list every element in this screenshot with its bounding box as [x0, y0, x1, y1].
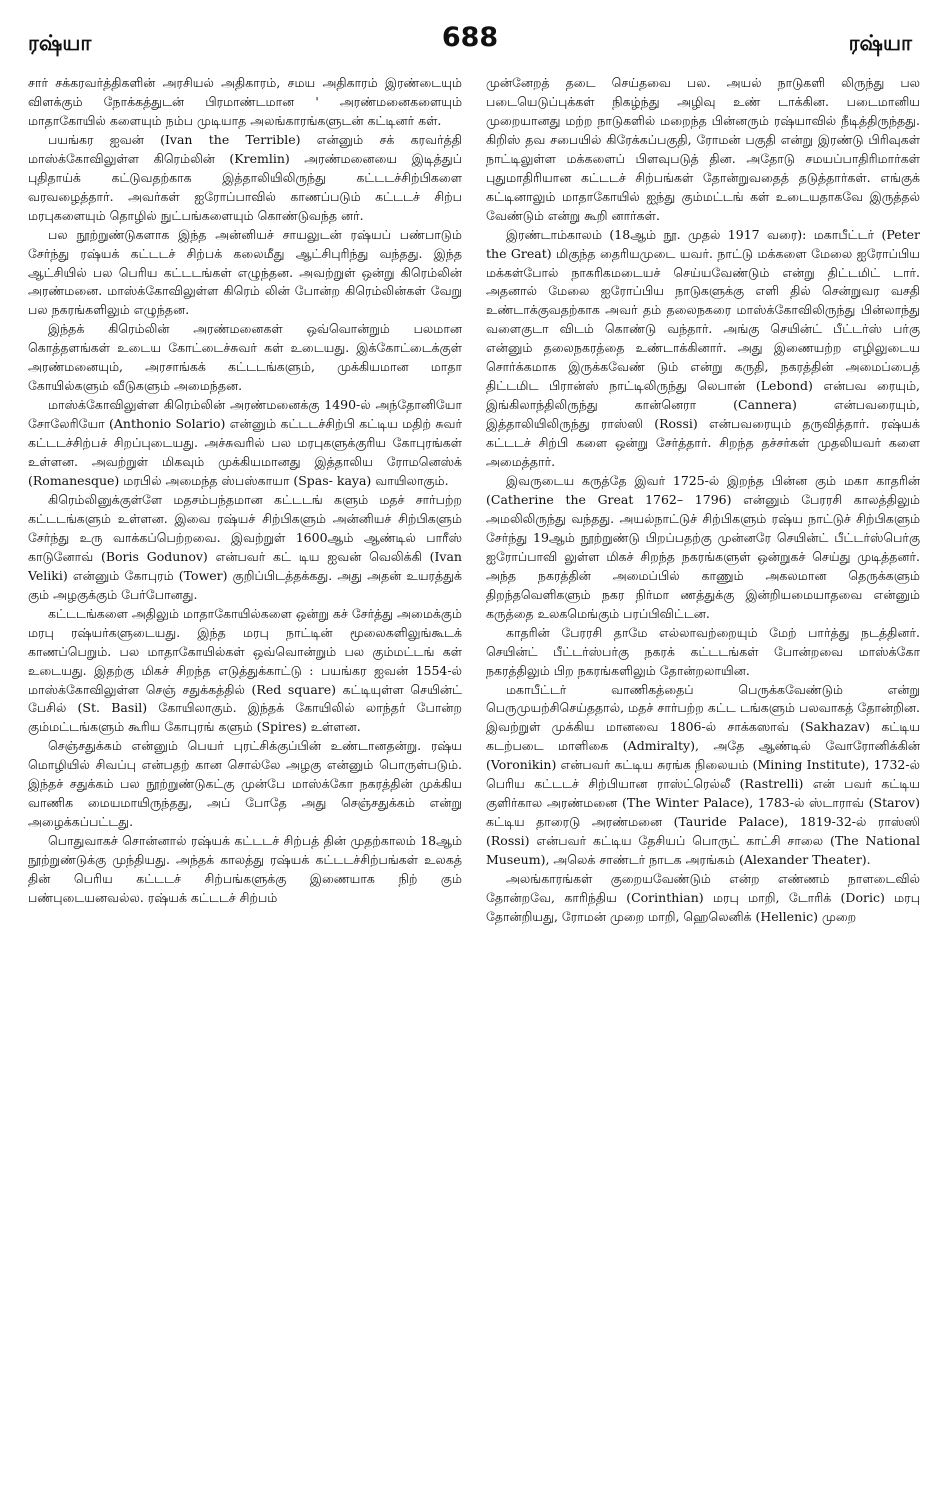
- paragraph: இவருடைய கருத்தே இவர் 1725-ல் இறந்த பின்ன கும் மகா காதரின் (Catherine the Great 1762– 1796) என்னும் பேரரசி காலத்திலும் அமலிலிருந்து வந்தது. அயல்நாட்டுச் சிற்பிகளும் ரஷ்ய நாட்டுச் சிற்பிகளும் சேர்ந்து 19ஆம் நூற்றுண்டு பிறப்பதற்கு முன்னரே செயின்ட் பீட்டர்ஸ்பெர்கு ஐரோப்பாவி லுள்ள மிகச் சிறந்த நகரங்களுள் ஒன்றுகச் செய்து முடித்தனர். அந்த நகரத்தின் அமைப்பில் காணும் அகலமான தெருக்களும் திறந்தவெளிகளும் நகர நிர்மா ணத்துக்கு இன்றியமையாதவை என்னும் கருத்தை உலகமெங்கும் பரப்பிவிட்டன.: [486, 473, 920, 621]
- paragraph: அலங்காரங்கள் குறையவேண்டும் என்ற எண்ணம் நாளடைவில் தோன்றவே, காரிந்திய (Corinthian) மரபு மாறி, டோரிக் (Doric) மரபு தோன்றியது, ரோமன் முறை மாறி, ஹெலெனிக் (Hellenic) முறை: [486, 871, 920, 924]
- paragraph: இந்தக் கிரெம்லின் அரண்மனைகள் ஒவ்வொன்றும் பலமான கொத்தளங்கள் உடைய கோட்டைச்சுவர் கள் உடையது. இக்கோட்டைக்குள் அரண்மனையும், அரசாங்கக் கட்டடங்களும், முக்கியமான மாதா கோயில்களும் வீடுகளும் அமைந்தன.: [28, 321, 462, 394]
- right-column: [486, 74, 920, 1479]
- paragraph: பல நூற்றுண்டுகளாக இந்த அன்னியச் சாயலுடன் ரஷ்யப் பண்பாடும் சேர்ந்து ரஷ்யக் கட்டடச் சிற்பக் கலைமீது ஆட்சிபுரிந்து வந்தது. இந்த ஆட்சியில் பல பெரிய கட்டடங்கள் எழுந்தன. அவற்றுள் ஒன்று கிரெம்லின் அரண்மனை. மாஸ்க்கோவிலுள்ள கிரெம் லின் போன்ற கிரெம்லின்கள் வேறு பல நகரங்களிலும் எழுந்தன.: [28, 226, 462, 318]
- paragraph: முன்னேறத் தடை செய்தவை பல. அயல் நாடுகளி லிருந்து பல படையெடுப்புக்கள் நிகழ்ந்து அழிவு உண் டாக்கின. படைமானிய முறையானது மற்ற நாடுகளில் மறைந்த பின்னரும் ரஷ்யாவில் நீடித்திருந்தது. கிறிஸ் தவ சபையில் கிரேக்கப்பகுதி, ரோமன் பகுதி என்று இரண்டு பிரிவுகள் நாட்டிலுள்ள மக்களைப் பிளவுபடுத் தின. அதோடு சமயப்பாதிரிமார்கள் புதுமாதிரியான கட்டடச் சிற்பங்கள் தோன்றுவதைத் தடுத்தார்கள். எங்குக் கட்டினாலும் மாதாகோயில் ஐந்து கும்மட்டங் கள் உடையதாகவே இருத்தல் வேண்டும் என்று கூறி னார்கள்.: [486, 75, 920, 223]
- header-left-title: ரஷ்யா: [28, 30, 92, 55]
- paragraph: மாஸ்க்கோவிலுள்ள கிரெம்லின் அரண்மனைக்கு 1490-ல் அந்தோனியோ சோலேரியோ (Anthonio Solario) என்னும் கட்டடச்சிற்பி கட்டிய மதிற் சுவர் கட்டடச்சிற்பச் சிறப்புடையது. அச்சுவரில் பல மரபுகளுக்குரிய கோபுரங்கள் உள்ளன. அவற்றுள் மிகவும் முக்கியமானது இத்தாலிய ரோமனெஸ்க் (Romanesque) மரபில் அமைந்த ஸ்பஸ்காயா (Spas- kaya) வாயிலாகும்.: [28, 397, 462, 489]
- paragraph: பொதுவாகச் சொன்னால் ரஷ்யக் கட்டடச் சிற்பத் தின் முதற்காலம் 18ஆம் நூற்றுண்டுக்கு முந்தியது. அந்தக் காலத்து ரஷ்யக் கட்டடச்சிற்பங்கள் உலகத் தின் பெரிய கட்டடச் சிற்பங்களுக்கு இணையாக நிற் கும் பண்புடையனவல்ல. ரஷ்யக் கட்டடச் சிற்பம்: [28, 833, 462, 905]
- paragraph: செஞ்சதுக்கம் என்னும் பெயர் புரட்சிக்குப்பின் உண்டானதன்று. ரஷ்ய மொழியில் சிவப்பு என்பதற் கான சொல்லே அழகு என்னும் பொருள்படும். இந்தச் சதுக்கம் பல நூற்றுண்டுகட்கு முன்பே மாஸ்க்கோ நகரத்தின் முக்கிய வாணிக மையமாயிருந்தது, அப் போதே அது செஞ்சதுக்கம் என்று அழைக்கப்பட்டது.: [28, 738, 462, 830]
- page-header: [28, 22, 912, 62]
- paragraph: காதரின் பேரரசி தாமே எல்லாவற்றையும் மேற் பார்த்து நடத்தினர். செயின்ட் பீட்டர்ஸ்பர்கு நகரக் கட்டடங்கள் போன்றவை மாஸ்க்கோ நகரத்திலும் பிற நகரங்களிலும் தோன்றலாயின.: [486, 624, 920, 678]
- page-number: 688: [441, 22, 499, 53]
- paragraph: கிரெம்லினுக்குள்ளே மதசம்பந்தமான கட்டடங் களும் மதச் சார்பற்ற கட்டடங்களும் உள்ளன. இவை ரஷ்யச் சிற்பிகளும் அன்னியச் சிற்பிகளும் சேர்ந்து உரு வாக்கப்பெற்றவை. இவற்றுள் 1600ஆம் ஆண்டில் பாரீஸ் காடுனோவ் (Boris Godunov) என்பவர் கட் டிய ஐவன் வெலிக்கி (Ivan Veliki) என்னும் கோபுரம் (Tower) குறிப்பிடத்தக்கது. அது அதன் உயரத்துக் கும் அழகுக்கும் பேர்போனது.: [28, 491, 462, 602]
- paragraph: மகாபீட்டர் வாணிகத்தைப் பெருக்கவேண்டும் என்று பெருமுயற்சிசெய்ததால், மதச் சார்பற்ற கட்ட டங்களும் பலவாகத் தோன்றின. இவற்றுள் முக்கிய மானவை 1806-ல் சாக்கஸாவ் (Sakhazav) கட்டிய கடற்படை மாளிகை (Admiralty), அதே ஆண்டில் வோரோனிக்கின் (Voronikin) என்பவர் கட்டிய சுரங்க நிலையம் (Mining Institute), 1732-ல் பெரிய கட்டடச் சிற்பியான ராஸ்ட்ரெல்லீ (Rastrelli) என் பவர் கட்டிய குளிர்கால அரண்மனை (The Winter Palace), 1783-ல் ஸ்டாராவ் (Starov) கட்டிய தாரைடு அரண்மனை (Tauride Palace), 1819-32-ல் ராஸ்ஸி (Rossi) என்பவர் கட்டிய தேசியப் பொருட் காட்சி சாலை (The National Museum), அலெக் சாண்டர் நாடக அரங்கம் (Alexander Theater).: [486, 681, 920, 868]
- paragraph: பயங்கர ஐவன் (Ivan the Terrible) என்னும் சக் கரவர்த்தி மாஸ்க்கோவிலுள்ள கிரெம்லின் (Kremlin) அரண்மனையை இடித்துப் புதிதாய்க் கட்டுவதற்காக இத்தாலியிலிருந்து கட்டடச்சிற்பிகளை வரவழைத்தார். அவர்கள் ஐரோப்பாவில் காணப்படும் கட்டடச் சிற்ப மரபுகளையும் தொழில் நுட்பங்களையும் கொண்டுவந்த னர்.: [28, 131, 462, 223]
- paragraph: சார் சக்கரவர்த்திகளின் அரசியல் அதிகாரம், சமய அதிகாரம் இரண்டையும் விளக்கும் நோக்கத்துடன் பிரமாண்டமான ' அரண்மனைகளையும் மாதாகோயில் களையும் நம்ப முடியாத அலங்காரங்களுடன் கட்டினர் கள்.: [28, 75, 462, 128]
- paragraph: இரண்டாம்காலம் (18ஆம் நூ. முதல் 1917 வரை): மகாபீட்டர் (Peter the Great) மிகுந்த தைரியமுடை யவர். நாட்டு மக்களை மேலை ஐரோப்பிய மக்கள்போல் நாகரிகமடையச் செய்யவேண்டும் என்று திட்டமிட் டார். அதனால் மேலை ஐரோப்பிய நாடுகளுக்கு எளி தில் சென்றுவர வசதி உண்டாக்குவதற்காக அவர் தம் தலைநகரை மாஸ்க்கோவிலிருந்து பின்லாந்து வளைகுடா விடம் கொண்டு வந்தார். அங்கு செயின்ட் பீட்டர்ஸ் பர்கு என்னும் தலைநகரத்தை உண்டாக்கினார். அது இணையற்ற எழிலுடைய சொர்க்கமாக இருக்கவேண் டும் என்று கருதி, நகரத்தின் அமைப்பைத் திட்டமிட பிரான்ஸ் நாட்டிலிருந்து லெபான் (Lebond) என்பவ ரையும், இங்கிலாந்திலிருந்து கான்னெரா (Cannera) என்பவரையும், இத்தாலியிலிருந்து ராஸ்ஸி (Rossi) என்பவரையும் தருவித்தார். ரஷ்யக் கட்டடச் சிற்பி களை ஒன்று சேர்த்தார். சிறந்த தச்சர்கள் முதலியவர் களை அமைத்தார்.: [486, 226, 920, 470]
- header-right-title: ரஷ்யா: [848, 30, 912, 55]
- paragraph: கட்டடங்களை அதிலும் மாதாகோயில்களை ஒன்று கச் சேர்த்து அமைக்கும் மரபு ரஷ்யர்களுடையது. இந்த மரபு நாட்டின் மூலைகளிலுங்கூடக் காணப்பெறும். பல மாதாகோயில்கள் ஒவ்வொன்றும் பல கும்மட்டங் கள் உடையது. இதற்கு மிகச் சிறந்த எடுத்துக்காட்டு : பயங்கர ஐவன் 1554-ல் மாஸ்க்கோவிலுள்ள செஞ் சதுக்கத்தில் (Red square) கட்டியுள்ள செயின்ட் பேசில் (St. Basil) கோயிலாகும். இந்தக் கோயிலில் லாந்தர் போன்ற கும்மட்டங்களும் கூரிய கோபுரங் களும் (Spires) உள்ளன.: [28, 605, 462, 735]
- left-column: [28, 74, 462, 1479]
